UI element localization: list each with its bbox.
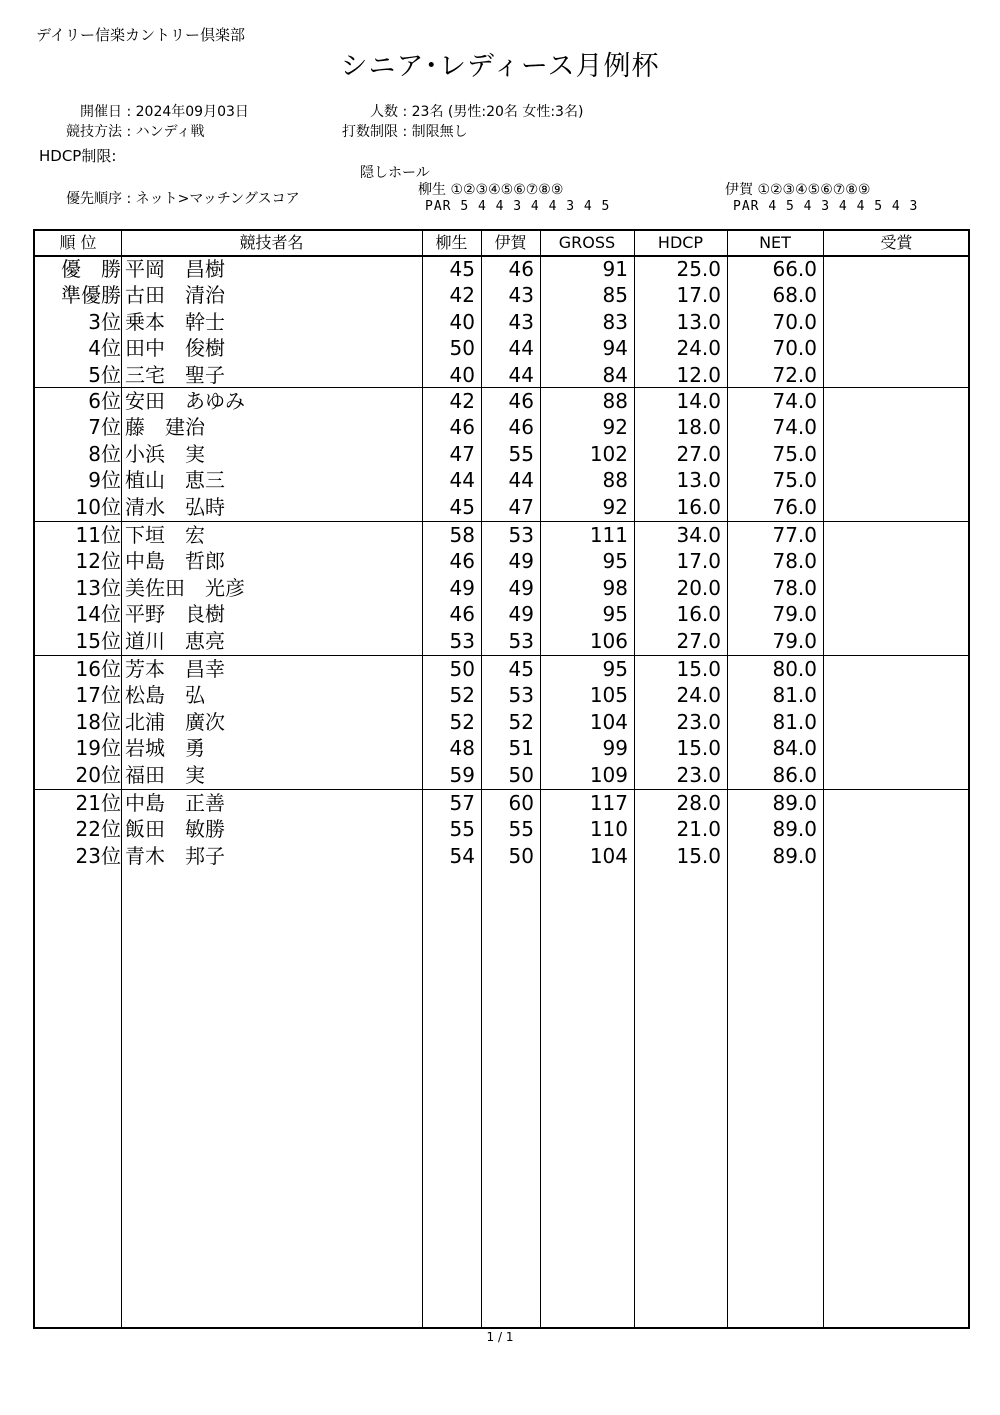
yagyu-cell: 46 [449, 415, 475, 440]
course2-par-line [733, 199, 918, 214]
gross-cell: 95 [602, 602, 628, 627]
iga-cell: 46 [508, 257, 534, 281]
yagyu-cell: 40 [449, 362, 475, 387]
hdcp-cell: 17.0 [676, 283, 721, 308]
course2-par-values: 4 5 4 3 4 4 5 4 3 [768, 199, 919, 214]
net-cell: 78.0 [772, 575, 817, 600]
header-name: 競技者名 [239, 233, 304, 252]
course1-par-line [425, 199, 610, 214]
table-row [35, 282, 968, 308]
iga-cell: 60 [508, 791, 534, 815]
gross-cell: 106 [589, 628, 628, 653]
iga-cell: 44 [508, 336, 534, 361]
yagyu-cell: 46 [449, 602, 475, 627]
group-separator [35, 655, 968, 656]
hdcp-cell: 27.0 [676, 441, 721, 466]
gross-cell: 110 [589, 817, 628, 842]
yagyu-cell: 58 [449, 523, 475, 547]
hdcp-cell: 24.0 [676, 683, 721, 708]
iga-cell: 49 [508, 602, 534, 627]
table-row [35, 709, 968, 735]
iga-cell: 44 [508, 468, 534, 493]
iga-cell: 55 [508, 817, 534, 842]
iga-cell: 50 [508, 843, 534, 868]
date-label: 開催日 [80, 104, 122, 120]
hdcp-cell: 13.0 [676, 468, 721, 493]
player-name-cell: 岩城 勇 [125, 736, 205, 761]
rank-cell: 11位 [75, 523, 121, 547]
course1-hole-numbers: ①②③④⑤⑥⑦⑧⑨ [450, 182, 564, 198]
gross-cell: 92 [602, 494, 628, 519]
yagyu-cell: 55 [449, 817, 475, 842]
method-label: 競技方法 [66, 124, 122, 140]
hdcp-cell: 13.0 [676, 309, 721, 334]
group-separator [35, 789, 968, 790]
net-cell: 86.0 [772, 762, 817, 787]
iga-cell: 49 [508, 549, 534, 574]
course2-name: 伊賀 [725, 182, 753, 198]
rank-cell: 10位 [75, 494, 121, 519]
gross-cell: 88 [602, 468, 628, 493]
hdcp-cell: 25.0 [676, 257, 721, 281]
yagyu-cell: 47 [449, 441, 475, 466]
net-cell: 89.0 [772, 791, 817, 815]
table-row [35, 790, 968, 816]
header-net: NET [759, 233, 791, 252]
table-row [35, 628, 968, 654]
rank-cell: 5位 [88, 362, 121, 387]
table-row [35, 441, 968, 467]
stroke-value: 制限無し [411, 124, 468, 140]
page-number: 1 / 1 [486, 1330, 514, 1344]
course2-holes [725, 179, 870, 199]
results-table [33, 229, 970, 1329]
hdcp-cell: 17.0 [676, 549, 721, 574]
yagyu-cell: 40 [449, 309, 475, 334]
net-cell: 89.0 [772, 817, 817, 842]
table-row [35, 682, 968, 708]
net-cell: 74.0 [772, 415, 817, 440]
iga-cell: 44 [508, 362, 534, 387]
table-row [35, 309, 968, 335]
rank-cell: 4位 [88, 336, 121, 361]
player-name-cell: 中島 哲郎 [125, 549, 225, 574]
gross-cell: 109 [589, 762, 628, 787]
yagyu-cell: 46 [449, 549, 475, 574]
player-name-cell: 平野 良樹 [125, 602, 225, 627]
player-name-cell: 下垣 宏 [125, 523, 205, 547]
yagyu-cell: 42 [449, 389, 475, 413]
net-cell: 76.0 [772, 494, 817, 519]
priority-label: 優先順序 [66, 191, 122, 207]
yagyu-cell: 45 [449, 494, 475, 519]
header-rank: 順 位 [59, 233, 97, 252]
gross-cell: 95 [602, 549, 628, 574]
player-name-cell: 古田 清治 [125, 283, 225, 308]
iga-cell: 49 [508, 575, 534, 600]
iga-cell: 45 [508, 657, 534, 681]
net-cell: 75.0 [772, 468, 817, 493]
people-label: 人数 [370, 104, 398, 120]
rank-cell: 6位 [88, 389, 121, 413]
yagyu-cell: 53 [449, 628, 475, 653]
table-row [35, 762, 968, 788]
iga-cell: 43 [508, 283, 534, 308]
method-value: ハンディ戦 [135, 124, 205, 140]
hdcp-cell: 18.0 [676, 415, 721, 440]
course1-par-values: 5 4 4 3 4 4 3 4 5 [460, 199, 611, 214]
player-name-cell: 道川 恵亮 [125, 628, 225, 653]
player-name-cell: 植山 恵三 [125, 468, 225, 493]
player-name-cell: 福田 実 [125, 762, 205, 787]
table-row [35, 414, 968, 440]
table-row [35, 843, 968, 869]
table-row [35, 656, 968, 682]
table-row [35, 388, 968, 414]
hdcp-cell: 23.0 [676, 709, 721, 734]
header-award: 受賞 [880, 233, 913, 252]
iga-cell: 46 [508, 415, 534, 440]
yagyu-cell: 52 [449, 709, 475, 734]
net-cell: 68.0 [772, 283, 817, 308]
hdcp-limit-label: HDCP制限: [39, 147, 117, 165]
player-name-cell: 田中 俊樹 [125, 336, 225, 361]
player-name-cell: 芳本 昌幸 [125, 657, 225, 681]
stroke-label: 打数制限 [342, 124, 398, 140]
hdcp-cell: 14.0 [676, 389, 721, 413]
hdcp-cell: 28.0 [676, 791, 721, 815]
table-row [35, 816, 968, 842]
yagyu-cell: 54 [449, 843, 475, 868]
net-cell: 81.0 [772, 709, 817, 734]
yagyu-cell: 48 [449, 736, 475, 761]
yagyu-cell: 45 [449, 257, 475, 281]
gross-cell: 117 [589, 791, 628, 815]
rank-cell: 優 勝 [61, 257, 121, 281]
course1-name: 柳生 [418, 182, 446, 198]
player-name-cell: 青木 邦子 [125, 843, 225, 868]
gross-cell: 104 [589, 709, 628, 734]
net-cell: 84.0 [772, 736, 817, 761]
net-cell: 79.0 [772, 628, 817, 653]
player-name-cell: 藤 建治 [125, 415, 205, 440]
table-row [35, 256, 968, 282]
yagyu-cell: 52 [449, 683, 475, 708]
hdcp-cell: 20.0 [676, 575, 721, 600]
hdcp-cell: 15.0 [676, 657, 721, 681]
yagyu-cell: 44 [449, 468, 475, 493]
header-hdcp: HDCP [657, 233, 704, 252]
gross-cell: 94 [602, 336, 628, 361]
date-value: 2024年09月03日 [135, 104, 249, 120]
page-title: シニア･レディース月例杯 [340, 51, 660, 82]
iga-cell: 43 [508, 309, 534, 334]
player-name-cell: 清水 弘時 [125, 494, 225, 519]
header-iga: 伊賀 [494, 233, 527, 252]
rank-cell: 21位 [75, 791, 121, 815]
rank-cell: 準優勝 [61, 283, 121, 308]
gross-cell: 102 [589, 441, 628, 466]
table-row [35, 522, 968, 548]
net-cell: 70.0 [772, 336, 817, 361]
iga-cell: 52 [508, 709, 534, 734]
people-value: 23名 (男性:20名 女性:3名) [411, 104, 584, 120]
gross-cell: 104 [589, 843, 628, 868]
hdcp-cell: 12.0 [676, 362, 721, 387]
gross-cell: 95 [602, 657, 628, 681]
rank-cell: 19位 [75, 736, 121, 761]
hdcp-cell: 16.0 [676, 494, 721, 519]
rank-cell: 9位 [88, 468, 121, 493]
net-cell: 70.0 [772, 309, 817, 334]
net-cell: 89.0 [772, 843, 817, 868]
net-cell: 66.0 [772, 257, 817, 281]
hdcp-cell: 34.0 [676, 523, 721, 547]
table-row [35, 575, 968, 601]
gross-cell: 111 [589, 523, 628, 547]
player-name-cell: 北浦 廣次 [125, 709, 225, 734]
table-row [35, 601, 968, 627]
rank-cell: 8位 [88, 441, 121, 466]
table-row [35, 467, 968, 493]
yagyu-cell: 50 [449, 657, 475, 681]
rank-cell: 3位 [88, 309, 121, 334]
player-name-cell: 松島 弘 [125, 683, 205, 708]
net-cell: 78.0 [772, 549, 817, 574]
net-cell: 75.0 [772, 441, 817, 466]
yagyu-cell: 50 [449, 336, 475, 361]
iga-cell: 51 [508, 736, 534, 761]
hdcp-cell: 27.0 [676, 628, 721, 653]
yagyu-cell: 49 [449, 575, 475, 600]
player-name-cell: 平岡 昌樹 [125, 257, 225, 281]
hdcp-cell: 15.0 [676, 736, 721, 761]
gross-cell: 84 [602, 362, 628, 387]
group-separator [35, 521, 968, 522]
people-line: 人数 : 23名 (男性:20名 女性:3名) [330, 101, 583, 121]
iga-cell: 50 [508, 762, 534, 787]
hdcp-cell: 16.0 [676, 602, 721, 627]
table-header [35, 231, 968, 257]
player-name-cell: 三宅 聖子 [125, 362, 225, 387]
table-row [35, 735, 968, 761]
hidden-holes-label: 隠しホール [360, 165, 430, 181]
club-name: デイリー信楽カントリー倶楽部 [36, 26, 245, 44]
header-yagyu: 柳生 [435, 233, 468, 252]
net-cell: 80.0 [772, 657, 817, 681]
player-name-cell: 美佐田 光彦 [125, 575, 245, 600]
course1-par-label: PAR [425, 199, 452, 214]
header-gross: GROSS [558, 233, 616, 252]
rank-cell: 12位 [75, 549, 121, 574]
iga-cell: 46 [508, 389, 534, 413]
table-row [35, 548, 968, 574]
table-row [35, 494, 968, 520]
rank-cell: 13位 [75, 575, 121, 600]
hdcp-cell: 15.0 [676, 843, 721, 868]
gross-cell: 88 [602, 389, 628, 413]
iga-cell: 53 [508, 683, 534, 708]
gross-cell: 98 [602, 575, 628, 600]
net-cell: 81.0 [772, 683, 817, 708]
player-name-cell: 小浜 実 [125, 441, 205, 466]
gross-cell: 105 [589, 683, 628, 708]
table-row [35, 335, 968, 361]
net-cell: 77.0 [772, 523, 817, 547]
gross-cell: 92 [602, 415, 628, 440]
rank-cell: 15位 [75, 628, 121, 653]
method-line: 競技方法 : ハンディ戦 [37, 121, 205, 141]
course1-holes [418, 179, 563, 199]
rank-cell: 18位 [75, 709, 121, 734]
rank-cell: 17位 [75, 683, 121, 708]
gross-cell: 85 [602, 283, 628, 308]
date-line: 開催日 : 2024年09月03日 [37, 101, 249, 121]
hdcp-cell: 23.0 [676, 762, 721, 787]
group-separator [35, 387, 968, 388]
yagyu-cell: 42 [449, 283, 475, 308]
yagyu-cell: 57 [449, 791, 475, 815]
player-name-cell: 安田 あゆみ [125, 389, 245, 413]
iga-cell: 55 [508, 441, 534, 466]
player-name-cell: 中島 正善 [125, 791, 225, 815]
course2-hole-numbers: ①②③④⑤⑥⑦⑧⑨ [757, 182, 871, 198]
player-name-cell: 乗本 幹士 [125, 309, 225, 334]
stroke-line: 打数制限 : 制限無し [330, 121, 468, 141]
gross-cell: 99 [602, 736, 628, 761]
course2-par-label: PAR [733, 199, 760, 214]
priority-line: 優先順序 : ネット>マッチングスコア [37, 188, 300, 208]
priority-value: ネット>マッチングスコア [135, 191, 300, 207]
rank-cell: 7位 [88, 415, 121, 440]
rank-cell: 14位 [75, 602, 121, 627]
iga-cell: 53 [508, 523, 534, 547]
table-row [35, 362, 968, 388]
net-cell: 72.0 [772, 362, 817, 387]
gross-cell: 83 [602, 309, 628, 334]
player-name-cell: 飯田 敏勝 [125, 817, 225, 842]
iga-cell: 47 [508, 494, 534, 519]
net-cell: 79.0 [772, 602, 817, 627]
iga-cell: 53 [508, 628, 534, 653]
gross-cell: 91 [602, 257, 628, 281]
hdcp-cell: 21.0 [676, 817, 721, 842]
rank-cell: 20位 [75, 762, 121, 787]
hdcp-cell: 24.0 [676, 336, 721, 361]
rank-cell: 22位 [75, 817, 121, 842]
net-cell: 74.0 [772, 389, 817, 413]
rank-cell: 23位 [75, 843, 121, 868]
yagyu-cell: 59 [449, 762, 475, 787]
rank-cell: 16位 [75, 657, 121, 681]
